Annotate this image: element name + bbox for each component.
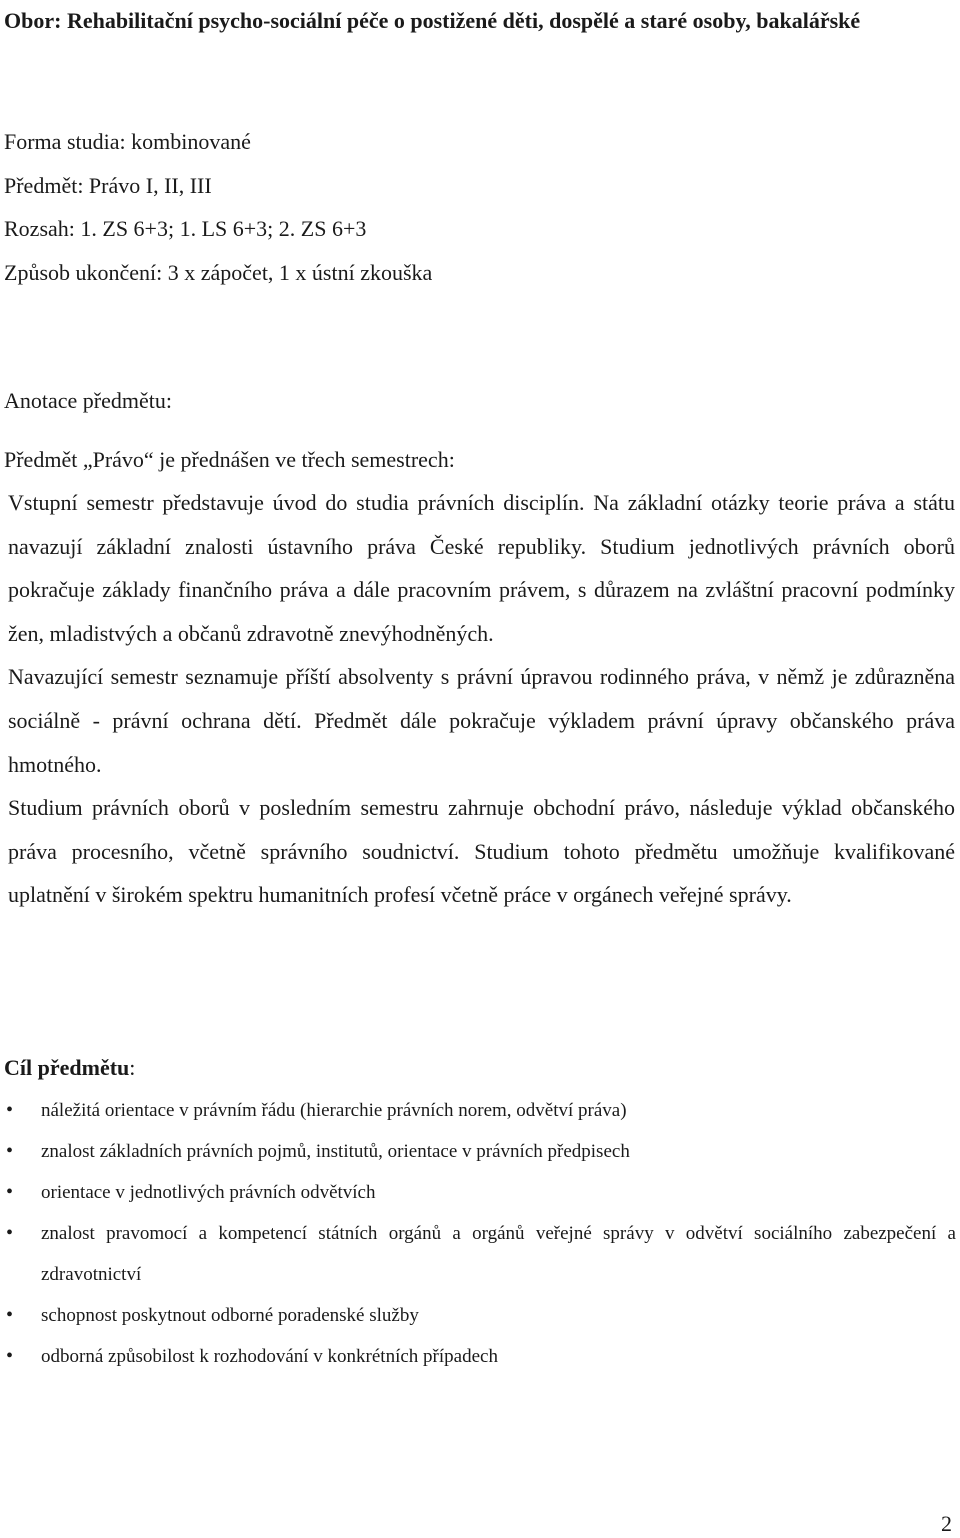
list-item xyxy=(0,1295,960,1336)
completion-method: Způsob ukončení: 3 x zápočet, 1 x ústní zkouška xyxy=(4,259,433,285)
annotation-heading-text: Anotace předmětu xyxy=(4,388,166,413)
document-title: Obor: Rehabilitační psycho-sociální péče o postižené děti, dospělé a staré osoby, bakalářské xyxy=(4,8,861,33)
annotation-heading-colon: : xyxy=(165,388,172,413)
bullet-icon: • xyxy=(6,1099,14,1121)
list-item xyxy=(0,1213,960,1295)
list-item xyxy=(0,1336,960,1377)
bullet-icon: • xyxy=(6,1304,14,1326)
goal-heading-text: Cíl předmětu xyxy=(4,1055,130,1080)
goal-heading xyxy=(4,1053,135,1083)
list-item-text: schopnost poskytnout odborné poradenské služby xyxy=(41,1305,419,1326)
subject-name: Předmět: Právo I, II, III xyxy=(4,172,212,198)
annotation-paragraph: Navazující semestr seznamuje příští absolventy s právní úpravou rodinného práva, v němž je zdůrazněna sociálně - právní ochrana dětí. Předmět dále pokračuje výkladem právní úpravy občanského práva hmotného. xyxy=(8,664,955,777)
study-form: Forma studia: kombinované xyxy=(4,129,251,154)
course-scope: Rozsah: 1. ZS 6+3; 1. LS 6+3; 2. ZS 6+3 xyxy=(4,216,367,241)
goal-heading-colon: : xyxy=(129,1055,136,1080)
bullet-icon: • xyxy=(6,1345,14,1367)
list-item xyxy=(0,1090,960,1131)
list-item-text: znalost pravomocí a kompetencí státních orgánů a orgánů veřejné správy v odvětví sociálního zabezpečení a zdravotnictví xyxy=(41,1223,956,1285)
course-meta xyxy=(4,120,432,294)
annotation-intro: Předmět „Právo“ je přednášen ve třech semestrech: xyxy=(4,447,455,472)
list-item-text: orientace v jednotlivých právních odvětvích xyxy=(41,1182,376,1203)
list-item-text: odborná způsobilost k rozhodování v konkrétních případech xyxy=(41,1346,498,1367)
annotation-paragraph: Vstupní semestr představuje úvod do studia právních disciplín. Na základní otázky teorie práva a státu navazují základní znalosti ústavního práva České republiky. Studium jednotlivých právních oborů pokračuje základy finančního práva a dále pracovním právem, s důrazem na zvláštní pracovní podmínky žen, mladistvých a občanů zdravotně znevýhodněných. xyxy=(8,490,955,646)
bullet-icon: • xyxy=(6,1140,14,1162)
annotation-body xyxy=(8,481,955,917)
bullet-icon: • xyxy=(6,1181,14,1203)
list-item xyxy=(0,1172,960,1213)
list-item-text: znalost základních právních pojmů, institutů, orientace v právních předpisech xyxy=(41,1141,630,1162)
annotation-heading xyxy=(4,386,172,416)
list-item xyxy=(0,1131,960,1172)
list-item-text: náležitá orientace v právním řádu (hierarchie právních norem, odvětví práva) xyxy=(41,1100,627,1121)
goal-list xyxy=(0,1090,960,1377)
annotation-paragraph: Studium právních oborů v posledním semestru zahrnuje obchodní právo, následuje výklad občanského práva procesního, včetně správního soudnictví. Studium tohoto předmětu umožňuje kvalifikované uplatnění v širokém spektru humanitních profesí včetně práce v orgánech veřejné správy. xyxy=(8,795,955,908)
page-number: 2 xyxy=(941,1511,952,1536)
bullet-icon: • xyxy=(6,1222,14,1244)
